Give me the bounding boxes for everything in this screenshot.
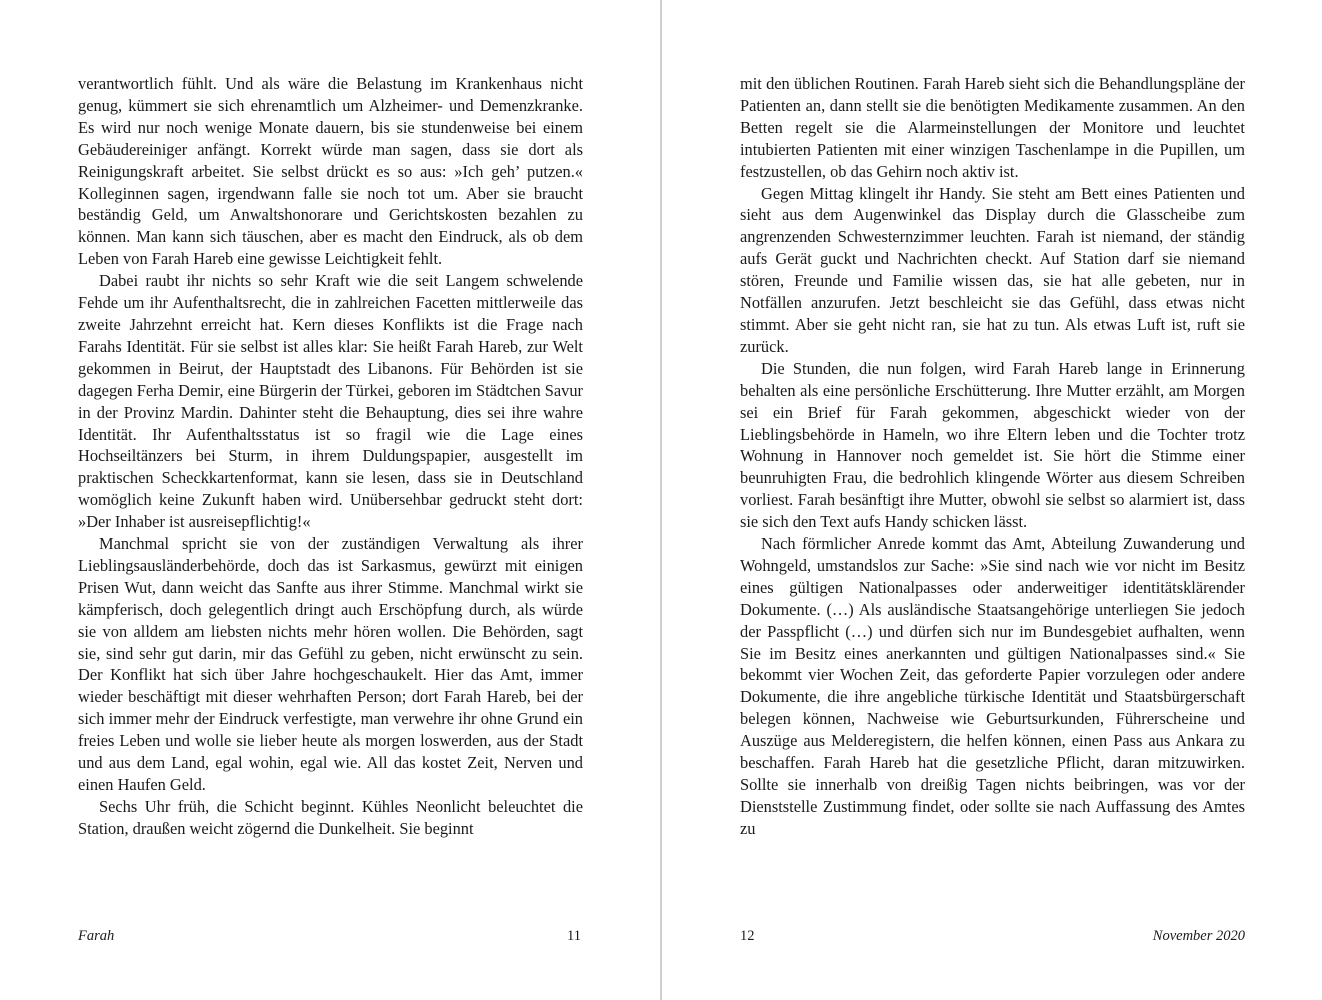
right-page-text xyxy=(740,73,1245,840)
paragraph: Sechs Uhr früh, die Schicht beginnt. Kühles Neonlicht beleuchtet die Station, draußen weicht zögernd die Dunkelheit. Sie beginnt xyxy=(78,796,583,838)
paragraph: Gegen Mittag klingelt ihr Handy. Sie steht am Bett eines Patienten und sieht aus dem Augenwinkel das Display durch die Glasscheibe zum angrenzenden Schwesternzimmer leuchten. Farah ist niemand, der ständig aufs Gerät guckt und Nachrichten checkt. Auf Station darf sie niemand stören, Freunde und Familie wissen das, sie hat alle gebeten, nur in Notfällen anzurufen. Jetzt beschleicht sie das Gefühl, dass etwas nicht stimmt. Aber sie geht nicht ran, sie hat zu tun. Als etwas Luft ist, ruft sie zurück. xyxy=(740,183,1245,356)
running-head: Farah xyxy=(78,928,115,944)
left-page xyxy=(0,0,660,1000)
left-page-text xyxy=(78,73,583,840)
paragraph: verantwortlich fühlt. Und als wäre die Belastung im Krankenhaus nicht genug, kümmert sie sich ehrenamtlich um Alzheimer- und Demenzkranke. Es wird nur noch wenige Monate dauern, bis sie stundenweise bei einem Gebäudereiniger anfängt. Korrekt würde man sagen, dass sie dort als Reinigungskraft arbeitet. Sie selbst drückt es so aus: »Ich geh’ putzen.« Kolleginnen sagen, irgendwann falle sie noch tot um. Aber sie braucht beständig Geld, um Anwaltshonorare und Gerichtskosten bezahlen zu können. Man kann sich täuschen, aber es macht den Eindruck, als ob dem Leben von Farah Hareb eine gewisse Leichtigkeit fehlt. xyxy=(78,74,583,269)
paragraph: mit den üblichen Routinen. Farah Hareb sieht sich die Behandlungspläne der Patienten an, dann stellt sie die benötigten Medikamente zusammen. An den Betten regelt sie die Alarmeinstellungen der Monitore und leuchtet intubierten Patienten mit einer winzigen Taschenlampe in die Pupillen, um festzustellen, ob das Gehirn noch aktiv ist. xyxy=(740,74,1245,181)
paragraph: Manchmal spricht sie von der zuständigen Verwaltung als ihrer Lieblingsausländerbehörde, doch das ist Sarkasmus, gewürzt mit einigen Prisen Wut, dann weicht das Sanfte aus ihrer Stimme. Manchmal wirkt sie kämpferisch, doch gelegentlich dringt auch Erschöpfung durch, als würde sie von alldem am liebsten nichts mehr hören wollen. Die Behörden, sagt sie, sind sehr gut darin, mir das Gefühl zu geben, nicht erwünscht zu sein. Der Konflikt hat sich über Jahre hochgeschaukelt. Hier das Amt, immer wieder beschäftigt mit dieser wehrhaften Person; dort Farah Hareb, bei der sich immer mehr der Eindruck verfestigte, man verwehre ihr ohne Grund ein freies Leben und wolle sie lieber heute als morgen loswerden, aus der Stadt und aus dem Land, egal wohin, egal wie. All das kostet Zeit, Nerven und einen Haufen Geld. xyxy=(78,534,583,794)
right-page xyxy=(662,0,1322,1000)
paragraph: Dabei raubt ihr nichts so sehr Kraft wie die seit Langem schwelende Fehde um ihr Aufenthaltsrecht, die in zahlreichen Facetten mittlerweile das zweite Jahrzehnt erreicht hat. Kern dieses Konflikts ist die Frage nach Farahs Identität. Für sie selbst ist alles klar: Sie heißt Farah Hareb, zur Welt gekommen in Beirut, der Hauptstadt des Libanons. Für Behörden ist sie dagegen Ferha Demir, eine Bürgerin der Türkei, geboren im Städtchen Savur in der Provinz Mardin. Dahinter steht die Behauptung, dies sei ihre wahre Identität. Ihr Aufenthaltsstatus ist so fragil wie die Lage eines Hochseiltänzers bei Sturm, in ihrem Duldungspapier, ausgestellt im praktischen Scheckkartenformat, kann sie lesen, dass sie in Deutschland womöglich keine Zukunft haben wird. Unübersehbar gedruckt steht dort: »Der Inhaber ist ausreisepflichtig!« xyxy=(78,271,583,532)
page-number: 11 xyxy=(567,928,581,944)
paragraph: Nach förmlicher Anrede kommt das Amt, Abteilung Zuwanderung und Wohngeld, umstandslos zur Sache: »Sie sind nach wie vor nicht im Besitz eines gültigen Nationalpasses oder anderweitiger identitätsklärender Dokumente. (…) Als ausländische Staatsangehörige unterliegen Sie jedoch der Passpflicht (…) und dürfen sich nur im Bundesgebiet aufhalten, wenn Sie im Besitz eines anerkannten und gültigen Nationalpasses sind.« Sie bekommt vier Wochen Zeit, das geforderte Papier vorzulegen oder andere Dokumente, die ihre angebliche türkische Identität und Staatsbürgerschaft belegen können, Nachweise wie Geburtsurkunden, Führerscheine und Auszüge aus Melderegistern, die helfen können, einen Pass aus Ankara zu beschaffen. Farah Hareb hat die gesetzliche Pflicht, daran mitzuwirken. Sollte sie innerhalb von dreißig Tagen nichts beibringen, was vor der Dienststelle Zustimmung findet, oder sollte sie nach Auffassung des Amtes zu xyxy=(740,534,1245,838)
page-number: 12 xyxy=(740,928,755,944)
paragraph: Die Stunden, die nun folgen, wird Farah Hareb lange in Erinnerung behalten als eine persönliche Erschütterung. Ihre Mutter erzählt, am Morgen sei ein Brief für Farah gekommen, abgeschickt wieder von der Lieblingsbehörde in Hameln, wo ihre Eltern leben und die Tochter trotz Wohnung in Hannover noch gemeldet ist. Sie hört die Stimme einer beunruhigten Frau, die bedrohlich klingende Wörter aus diesem Schreiben vorliest. Farah besänftigt ihre Mutter, obwohl sie selbst so alarmiert ist, dass sie sich den Text aufs Handy schicken lässt. xyxy=(740,358,1245,532)
running-head: November 2020 xyxy=(1152,928,1245,944)
